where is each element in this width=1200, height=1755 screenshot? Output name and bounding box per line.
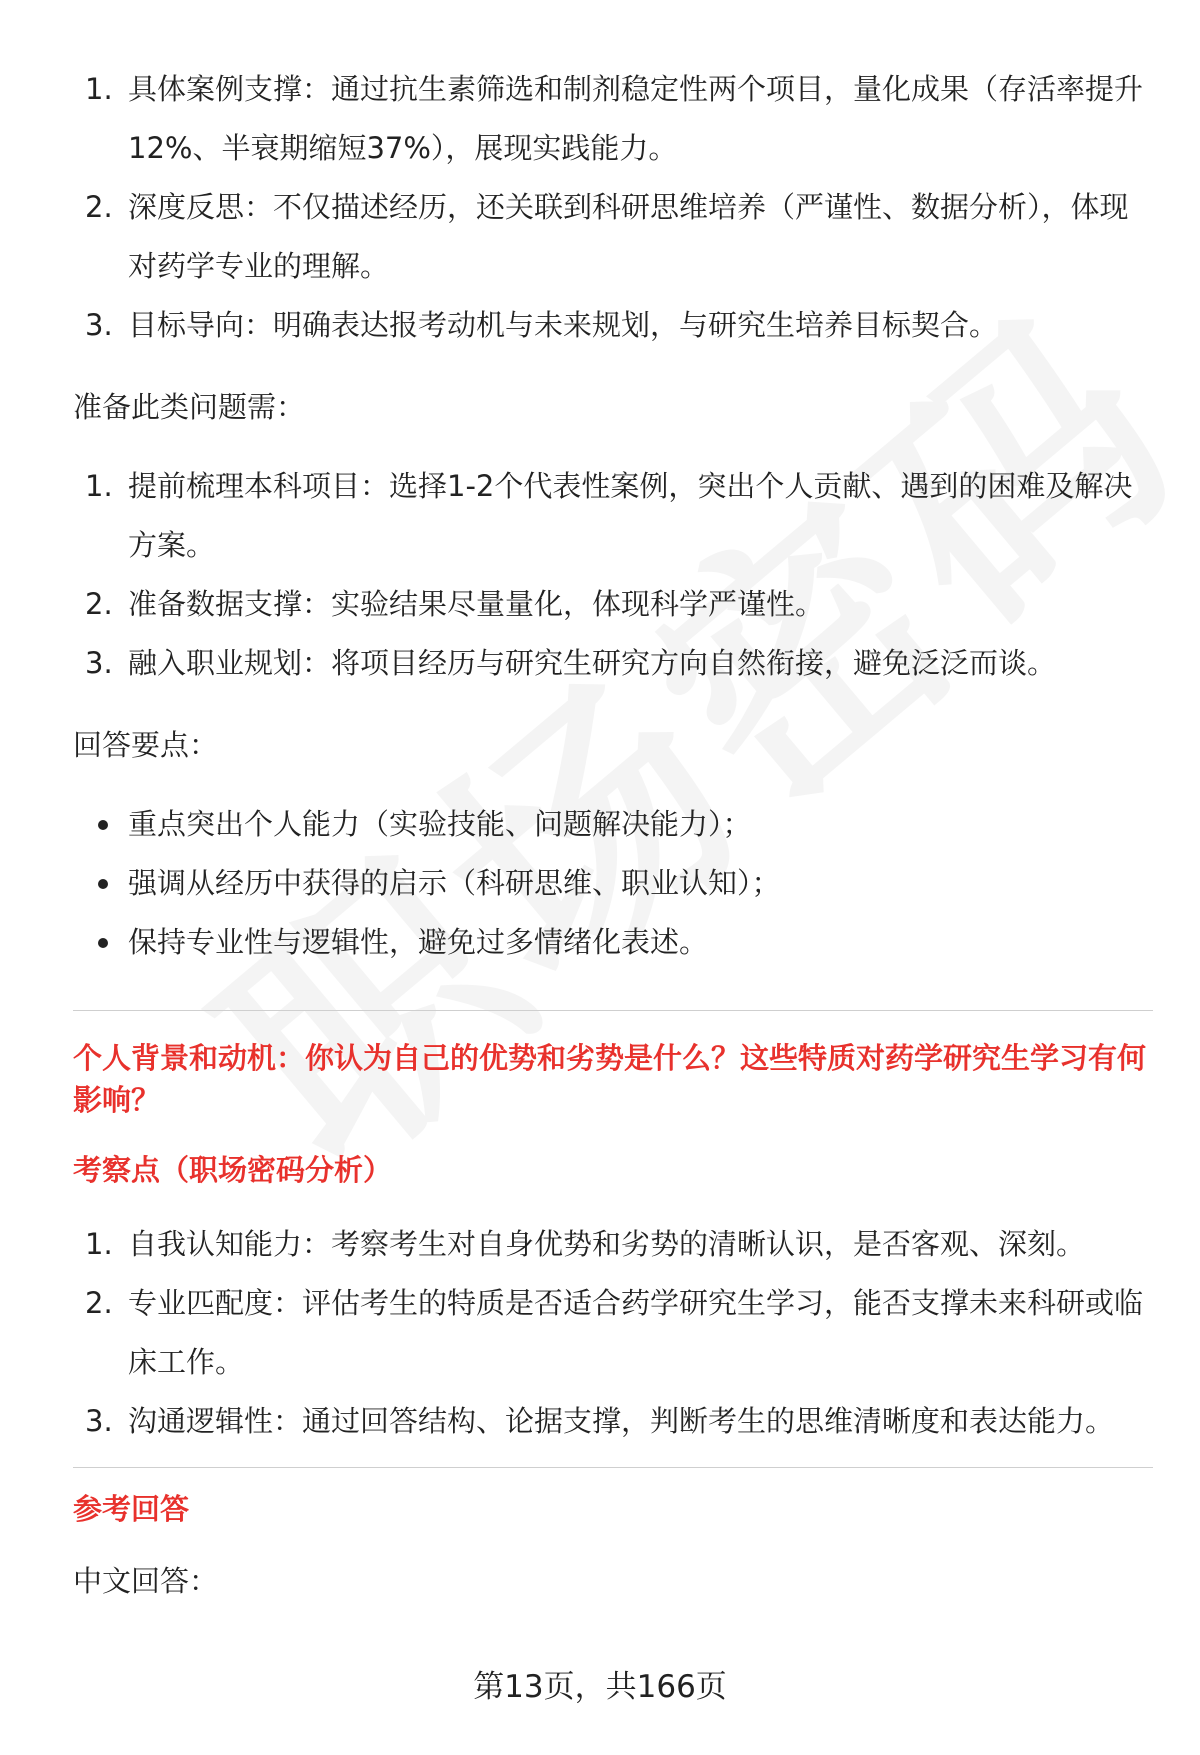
section-divider <box>73 1467 1153 1468</box>
page-number: 第13页，共166页 <box>473 1669 727 1705</box>
list-item <box>73 178 1153 296</box>
summary-list <box>73 60 1153 355</box>
list-item <box>73 1392 1153 1451</box>
list-item <box>73 60 1153 178</box>
analysis-list <box>73 1215 1153 1451</box>
reference-heading: 参考回答 <box>73 1492 190 1526</box>
list-item-text: 目标导向：明确表达报考动机与未来规划，与研究生培养目标契合。 <box>128 308 999 342</box>
list-item-text: 自我认知能力：考察考生对自身优势和劣势的清晰认识，是否客观、深刻。 <box>128 1227 1086 1261</box>
list-number: 1. <box>85 1227 113 1261</box>
list-item <box>73 575 1153 634</box>
list-number: 3. <box>85 308 113 342</box>
points-list <box>73 795 1153 972</box>
list-item-text: 沟通逻辑性：通过回答结构、论据支撑，判断考生的思维清晰度和表达能力。 <box>128 1404 1115 1438</box>
list-item <box>73 795 1153 854</box>
list-number: 3. <box>85 646 113 680</box>
chinese-answer-label: 中文回答： <box>73 1564 219 1598</box>
list-item <box>73 913 1153 972</box>
page-content <box>73 60 1153 1611</box>
list-item <box>73 1215 1153 1274</box>
list-number: 1. <box>85 469 113 503</box>
list-number: 1. <box>85 72 113 106</box>
list-item-text: 保持专业性与逻辑性，避免过多情绪化表述。 <box>128 925 709 959</box>
list-item <box>73 634 1153 693</box>
list-number: 2. <box>85 587 113 621</box>
bullet-icon <box>98 938 108 948</box>
list-item-text: 强调从经历中获得的启示（科研思维、职业认知）； <box>128 866 781 900</box>
section-divider <box>73 1010 1153 1011</box>
list-item <box>73 296 1153 355</box>
prepare-label: 准备此类问题需： <box>73 390 306 424</box>
list-number: 2. <box>85 1286 113 1320</box>
bullet-icon <box>98 820 108 830</box>
list-item <box>73 457 1153 575</box>
points-label: 回答要点： <box>73 728 219 762</box>
prepare-list <box>73 457 1153 693</box>
bullet-icon <box>98 879 108 889</box>
list-item <box>73 1274 1153 1392</box>
list-item <box>73 854 1153 913</box>
list-item-text: 专业匹配度：评估考生的特质是否适合药学研究生学习，能否支撑未来科研或临床工作。 <box>128 1286 1144 1379</box>
list-item-text: 具体案例支撑：通过抗生素筛选和制剂稳定性两个项目，量化成果（存活率提升12%、半衰期缩短37%），展现实践能力。 <box>128 72 1144 165</box>
list-item-text: 融入职业规划：将项目经历与研究生研究方向自然衔接，避免泛泛而谈。 <box>128 646 1057 680</box>
list-number: 2. <box>85 190 113 224</box>
list-item-text: 准备数据支撑：实验结果尽量量化，体现科学严谨性。 <box>128 587 825 621</box>
question-title: 个人背景和动机：你认为自己的优势和劣势是什么？这些特质对药学研究生学习有何影响？ <box>73 1041 1147 1117</box>
list-item-text: 深度反思：不仅描述经历，还关联到科研思维培养（严谨性、数据分析），体现对药学专业的理解。 <box>128 190 1129 283</box>
list-item-text: 提前梳理本科项目：选择1-2个代表性案例，突出个人贡献、遇到的困难及解决方案。 <box>128 469 1133 562</box>
analysis-heading: 考察点（职场密码分析） <box>73 1153 393 1187</box>
list-item-text: 重点突出个人能力（实验技能、问题解决能力）； <box>128 807 752 841</box>
list-number: 3. <box>85 1404 113 1438</box>
